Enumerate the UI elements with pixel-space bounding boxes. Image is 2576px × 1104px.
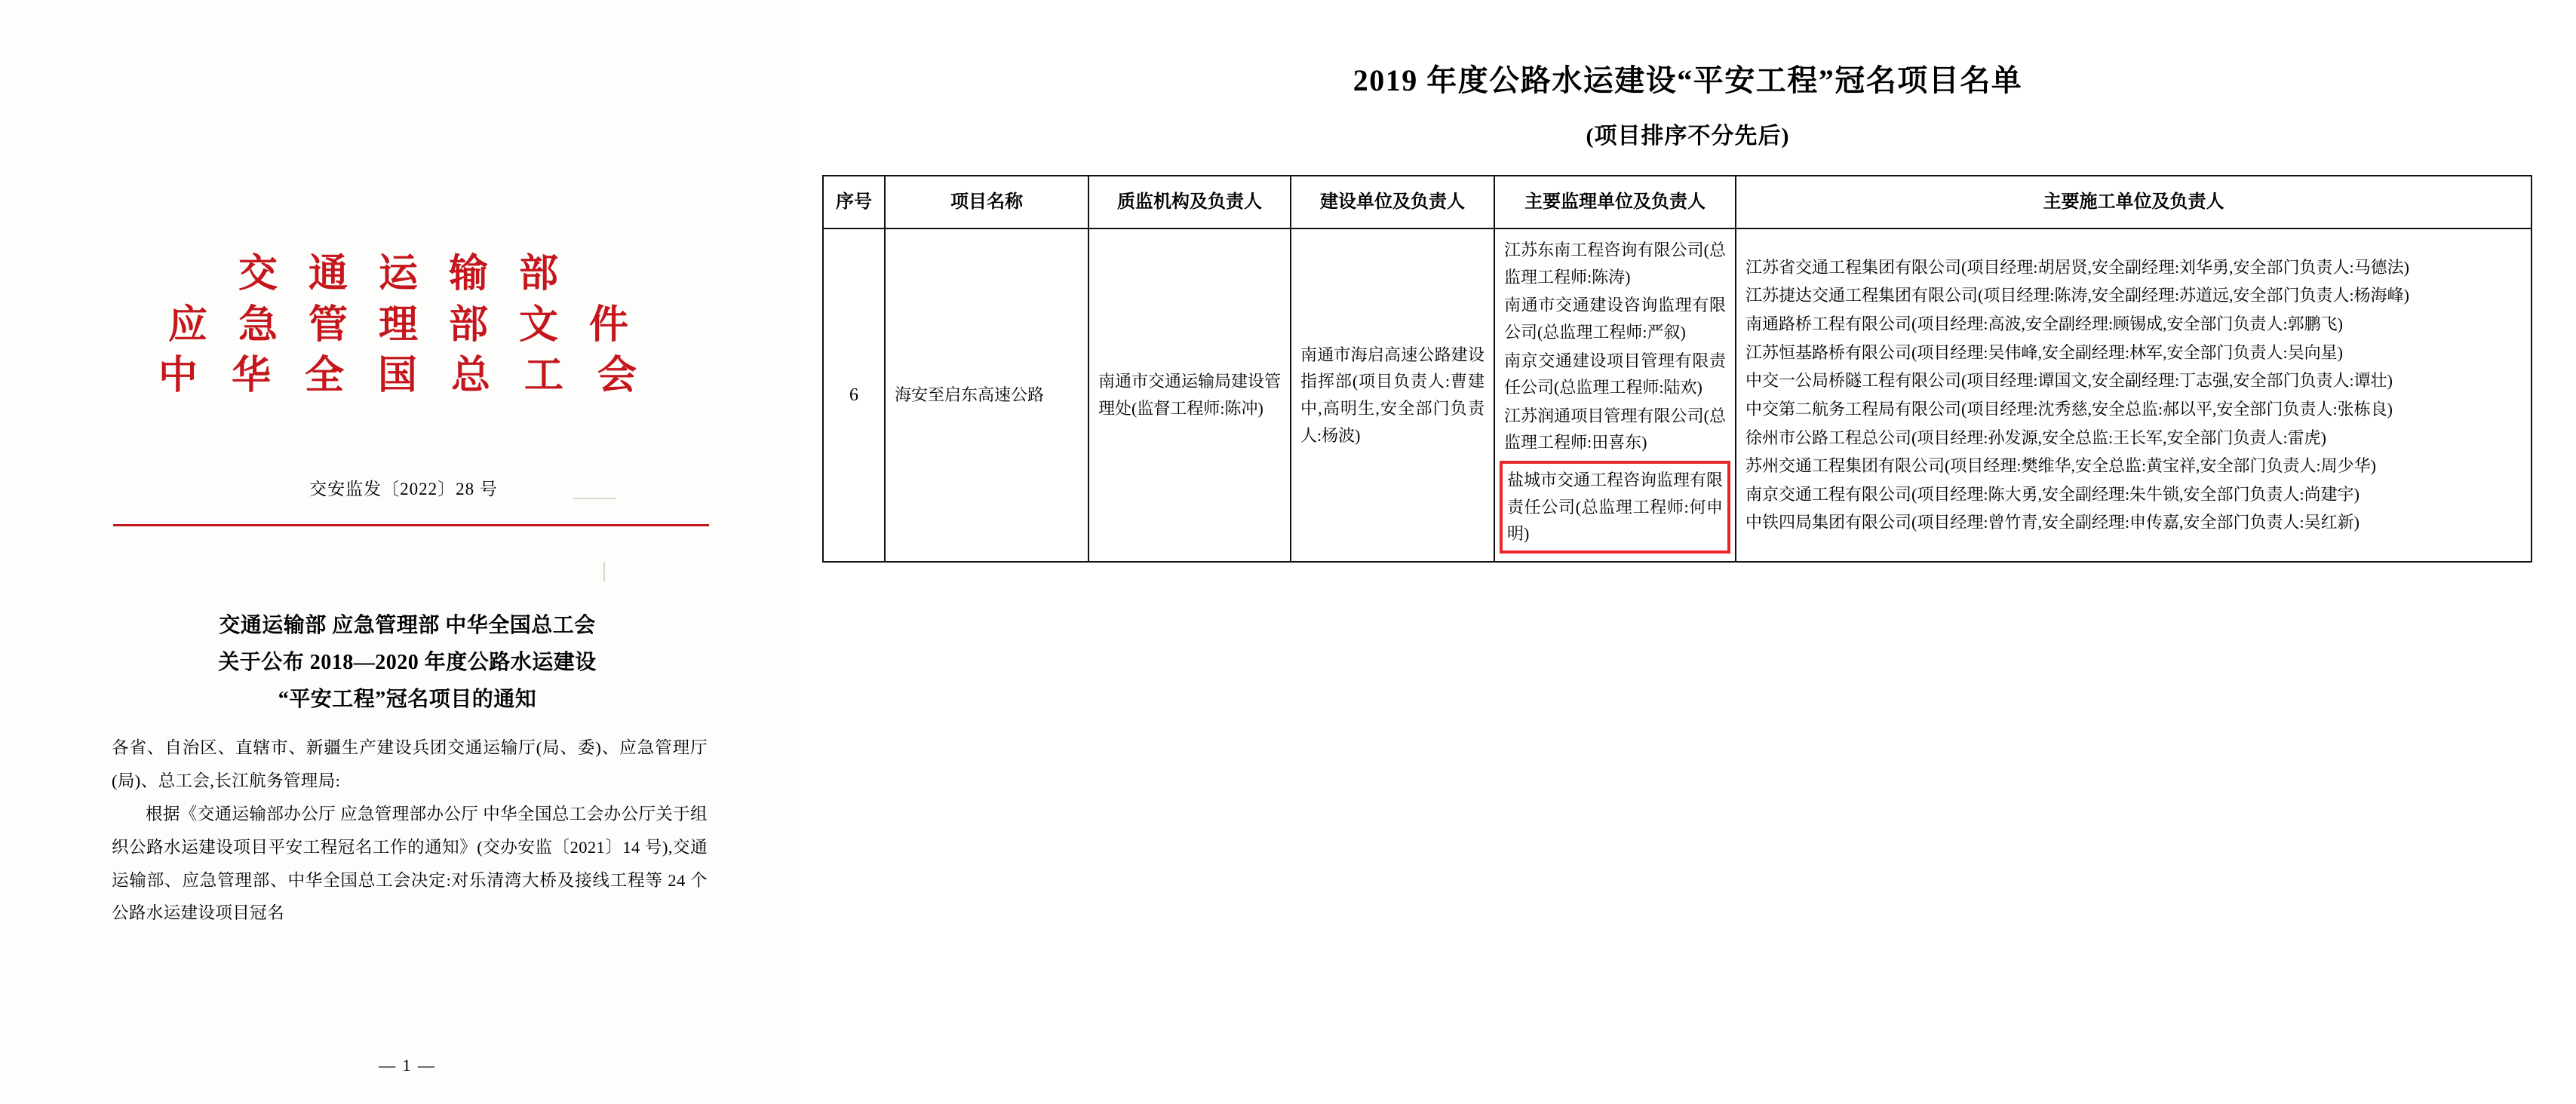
document-title bbox=[98, 607, 717, 718]
constructor-entry: 中铁四局集团有限公司(项目经理:曾竹青,安全副经理:申传嘉,安全部门负责人:吴红新) bbox=[1745, 513, 2360, 532]
column-header-supervisor: 主要监理单位及负责人 bbox=[1494, 176, 1736, 228]
column-header-qa: 质监机构及负责人 bbox=[1088, 176, 1291, 228]
constructor-entry: 江苏恒基路桥有限公司(项目经理:吴伟峰,安全副经理:林军,安全部门负责人:吴向星) bbox=[1745, 342, 2343, 362]
body-paragraph-addressee: 各省、自治区、直辖市、新疆生产建设兵团交通运输厅(局、委)、应急管理厅(局)、总工会,长江航务管理局: bbox=[112, 738, 708, 790]
constructor-entry: 江苏省交通工程集团有限公司(项目经理:胡居贤,安全副经理:刘华勇,安全部门负责人:马德法) bbox=[1745, 257, 2409, 277]
document-title-line-3: “平安工程”冠名项目的通知 bbox=[278, 688, 537, 711]
highlighted-supervisor-entry: 盐城市交通工程咨询监理有限责任公司(总监理工程师:何申明) bbox=[1500, 461, 1730, 554]
constructor-entry: 苏州交通工程集团有限公司(项目经理:樊维华,安全总监:黄宝祥,安全部门负责人:周少华) bbox=[1745, 456, 2376, 476]
document-number: 交安监发〔2022〕28 号 bbox=[309, 480, 498, 498]
table-header-row bbox=[823, 176, 2531, 228]
table-row bbox=[823, 228, 2531, 562]
page-number: — 1 — bbox=[379, 1056, 436, 1075]
constructor-entry: 中交第二航务工程局有限公司(项目经理:沈秀慈,安全总监:郝以平,安全部门负责人:张栋良) bbox=[1745, 399, 2393, 419]
cell-construction-units bbox=[1736, 228, 2531, 562]
cell-construction-owner: 南通市海启高速公路建设指挥部(项目负责人:曹建中,高明生,安全部门负责人:杨波) bbox=[1291, 228, 1494, 562]
issuer-line-1: 交 通 运 输 部 bbox=[238, 253, 569, 296]
constructor-entry: 徐州市公路工程总公司(项目经理:孙发源,安全总监:王长军,安全部门负责人:雷虎) bbox=[1745, 428, 2326, 447]
constructor-entry: 南通路桥工程有限公司(项目经理:高波,安全副经理:顾锡成,安全部门负责人:郭鹏飞) bbox=[1745, 314, 2343, 334]
supervisor-entry: 南通市交通建设咨询监理有限公司(总监理工程师:严叙) bbox=[1504, 296, 1726, 342]
issuer-line-2: 应 急 管 理 部 文 件 bbox=[167, 303, 639, 347]
column-header-index: 序号 bbox=[823, 176, 885, 228]
document-scan-left-page bbox=[0, 0, 800, 1104]
table-page-subtitle: (项目排序不分先后) bbox=[1586, 124, 1790, 149]
constructor-entry: 江苏捷达交通工程集团有限公司(项目经理:陈涛,安全副经理:苏道远,安全部门负责人:杨海峰) bbox=[1745, 286, 2409, 305]
cell-supervision-units bbox=[1494, 228, 1736, 562]
supervisor-entry: 江苏润通项目管理有限公司(总监理工程师:田喜东) bbox=[1504, 406, 1726, 452]
supervisor-entry: 江苏东南工程咨询有限公司(总监理工程师:陈涛) bbox=[1504, 241, 1726, 287]
document-scan-right-page bbox=[800, 0, 2576, 1104]
issuing-authorities bbox=[98, 249, 709, 402]
constructor-entry: 中交一公局桥隧工程有限公司(项目经理:谭国文,安全副经理:丁志强,安全部门负责人:谭壮) bbox=[1745, 371, 2393, 391]
document-title-line-1: 交通运输部 应急管理部 中华全国总工会 bbox=[219, 614, 596, 637]
body-paragraph-main: 根据《交通运输部办公厅 应急管理部办公厅 中华全国总工会办公厅关于组织公路水运建设项目平安工程冠名工作的通知》(交办安监〔2021〕14 号),交通运输部、应急管理部、中华全国总工会决定:对乐清湾大桥及接线工程等 24 个公路水运建设项目冠名 bbox=[112, 804, 708, 923]
column-header-owner: 建设单位及负责人 bbox=[1291, 176, 1494, 228]
project-list-table bbox=[822, 175, 2532, 563]
column-header-project: 项目名称 bbox=[885, 176, 1088, 228]
document-body bbox=[112, 731, 708, 930]
red-divider-rule bbox=[113, 524, 709, 526]
supervisor-entry: 南京交通建设项目管理有限责任公司(总监理工程师:陆欢) bbox=[1504, 351, 1726, 397]
cell-index: 6 bbox=[823, 228, 885, 562]
constructor-entry: 南京交通工程有限公司(项目经理:陈大勇,安全副经理:朱牛锁,安全部门负责人:尚建宇) bbox=[1745, 484, 2360, 504]
cell-quality-supervision: 南通市交通运输局建设管理处(监督工程师:陈冲) bbox=[1088, 228, 1291, 562]
cell-project-name: 海安至启东高速公路 bbox=[885, 228, 1088, 562]
document-title-line-2: 关于公布 2018—2020 年度公路水运建设 bbox=[218, 651, 597, 674]
scan-artifact bbox=[603, 562, 605, 581]
issuer-line-3: 中 华 全 国 总 工 会 bbox=[158, 354, 649, 398]
table-page-title: 2019 年度公路水运建设“平安工程”冠名项目名单 bbox=[1352, 63, 2023, 97]
column-header-constructor: 主要施工单位及负责人 bbox=[1736, 176, 2531, 228]
